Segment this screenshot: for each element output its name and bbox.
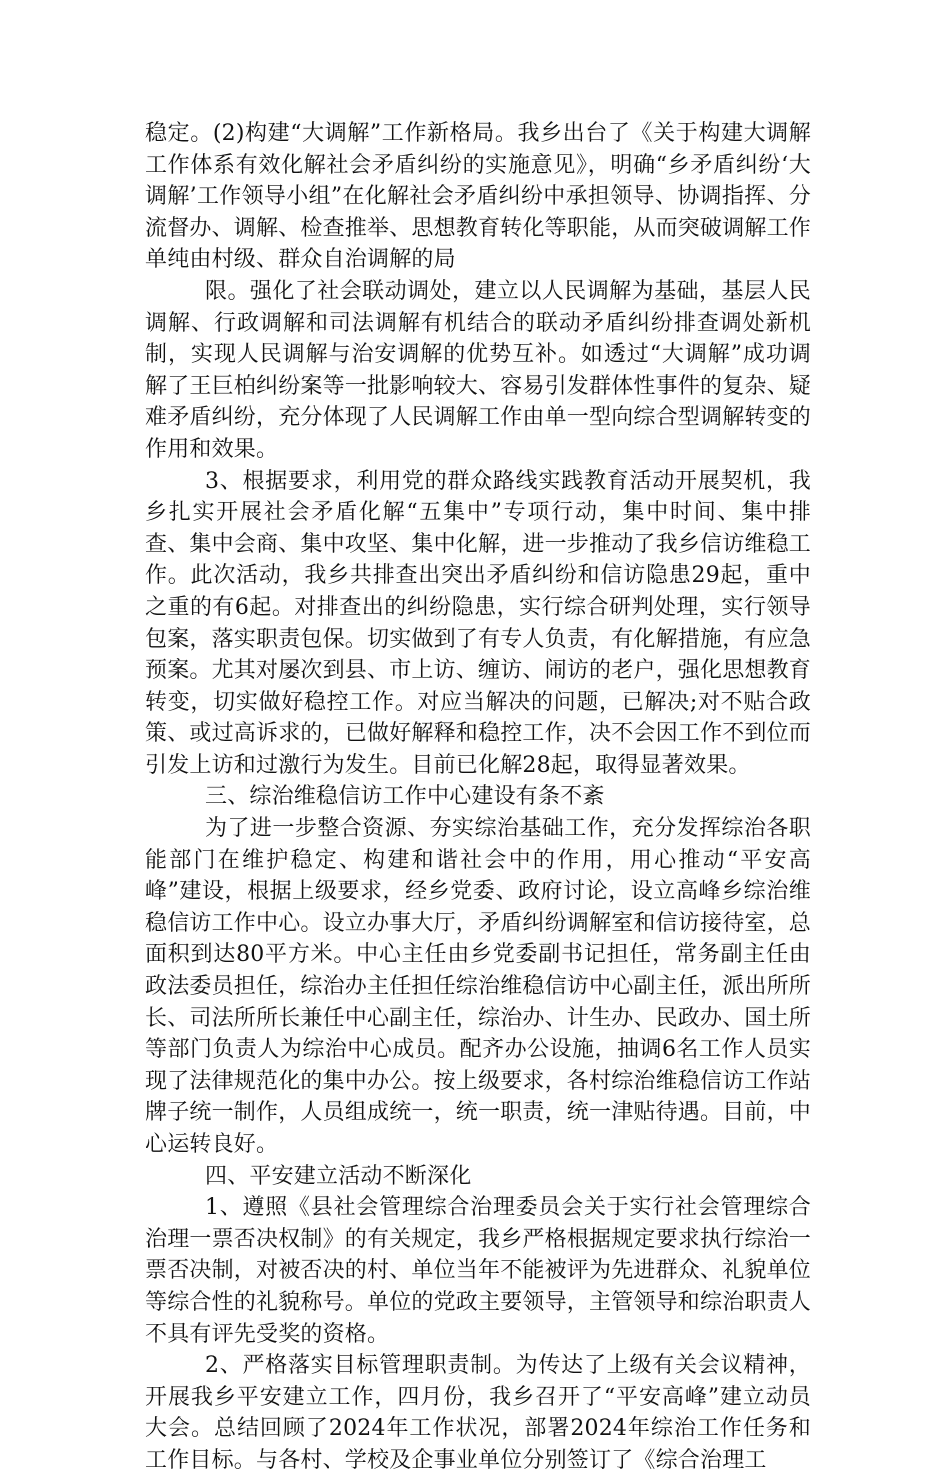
paragraph-2: 限。强化了社会联动调处，建立以人民调解为基础，基层人民调解、行政调解和司法调解有机结合的联动矛盾纠纷排查调处新机制，实现人民调解与治安调解的优势互补。如透过“大调解”成功调解了王巨柏纠纷案等一批影响较大、容易引发群体性事件的复杂、疑难矛盾纠纷，充分体现了人民调解工作由单一型向综合型调解转变的作用和效果。 bbox=[145, 278, 812, 462]
section-heading-4: 四、平安建立活动不断深化 bbox=[205, 1163, 472, 1189]
document-page bbox=[145, 118, 811, 1477]
paragraph-7: 1、遵照《县社会管理综合治理委员会关于实行社会管理综合治理一票否决权制》的有关规定，我乡严格根据规定要求执行综治一票否决制，对被否决的村、单位当年不能被评为先进群众、礼貌单位等综合性的礼貌称号。单位的党政主要领导，主管领导和综治职责人不具有评先受奖的资格。 bbox=[145, 1195, 812, 1347]
paragraph-1: 稳定。(2)构建“大调解”工作新格局。我乡出台了《关于构建大调解工作体系有效化解社会矛盾纠纷的实施意见》，明确“乡矛盾纠纷‘大调解’工作领导小组”在化解社会矛盾纠纷中承担领导、协调指挥、分流督办、调解、检查推举、思想教育转化等职能，从而突破调解工作单纯由村级、群众自治调解的局 bbox=[145, 121, 812, 273]
paragraph-3: 3、根据要求，利用党的群众路线实践教育活动开展契机，我乡扎实开展社会矛盾化解“五集中”专项行动，集中时间、集中排查、集中会商、集中攻坚、集中化解，进一步推动了我乡信访维稳工作。此次活动，我乡共排查出突出矛盾纠纷和信访隐患29起，重中之重的有6起。对排查出的纠纷隐患，实行综合研判处理，实行领导包案，落实职责包保。切实做到了有专人负责，有化解措施，有应急预案。尤其对屡次到县、市上访、缠访、闹访的老户，强化思想教育转变，切实做好稳控工作。对应当解决的问题，已解决;对不贴合政策、或过高诉求的，已做好解释和稳控工作，决不会因工作不到位而引发上访和过激行为发生。目前已化解28起，取得显著效果。 bbox=[145, 468, 812, 778]
paragraph-8: 2、严格落实目标管理职责制。为传达了上级有关会议精神，开展我乡平安建立工作，四月份，我乡召开了“平安高峰”建立动员大会。总结回顾了2024年工作状况，部署2024年综治工作任务和工作目标。与各村、学校及企事业单位分别签订了《综合治理工 bbox=[145, 1353, 811, 1473]
section-heading-3: 三、综治维稳信访工作中心建设有条不紊 bbox=[205, 784, 605, 810]
paragraph-5: 为了进一步整合资源、夯实综治基础工作，充分发挥综治各职能部门在维护稳定、构建和谐社会中的作用，用心推动“平安高峰”建设，根据上级要求，经乡党委、政府讨论，设立高峰乡综治维稳信访工作中心。设立办事大厅，矛盾纠纷调解室和信访接待室，总面积到达80平方米。中心主任由乡党委副书记担任，常务副主任由政法委员担任，综治办主任担任综治维稳信访中心副主任，派出所所长、司法所所长兼任中心副主任，综治办、计生办、民政办、国土所等部门负责人为综治中心成员。配齐办公设施，抽调6名工作人员实现了法律规范化的集中办公。按上级要求，各村综治维稳信访工作站牌子统一制作，人员组成统一，统一职责，统一津贴待遇。目前，中心运转良好。 bbox=[145, 816, 812, 1157]
